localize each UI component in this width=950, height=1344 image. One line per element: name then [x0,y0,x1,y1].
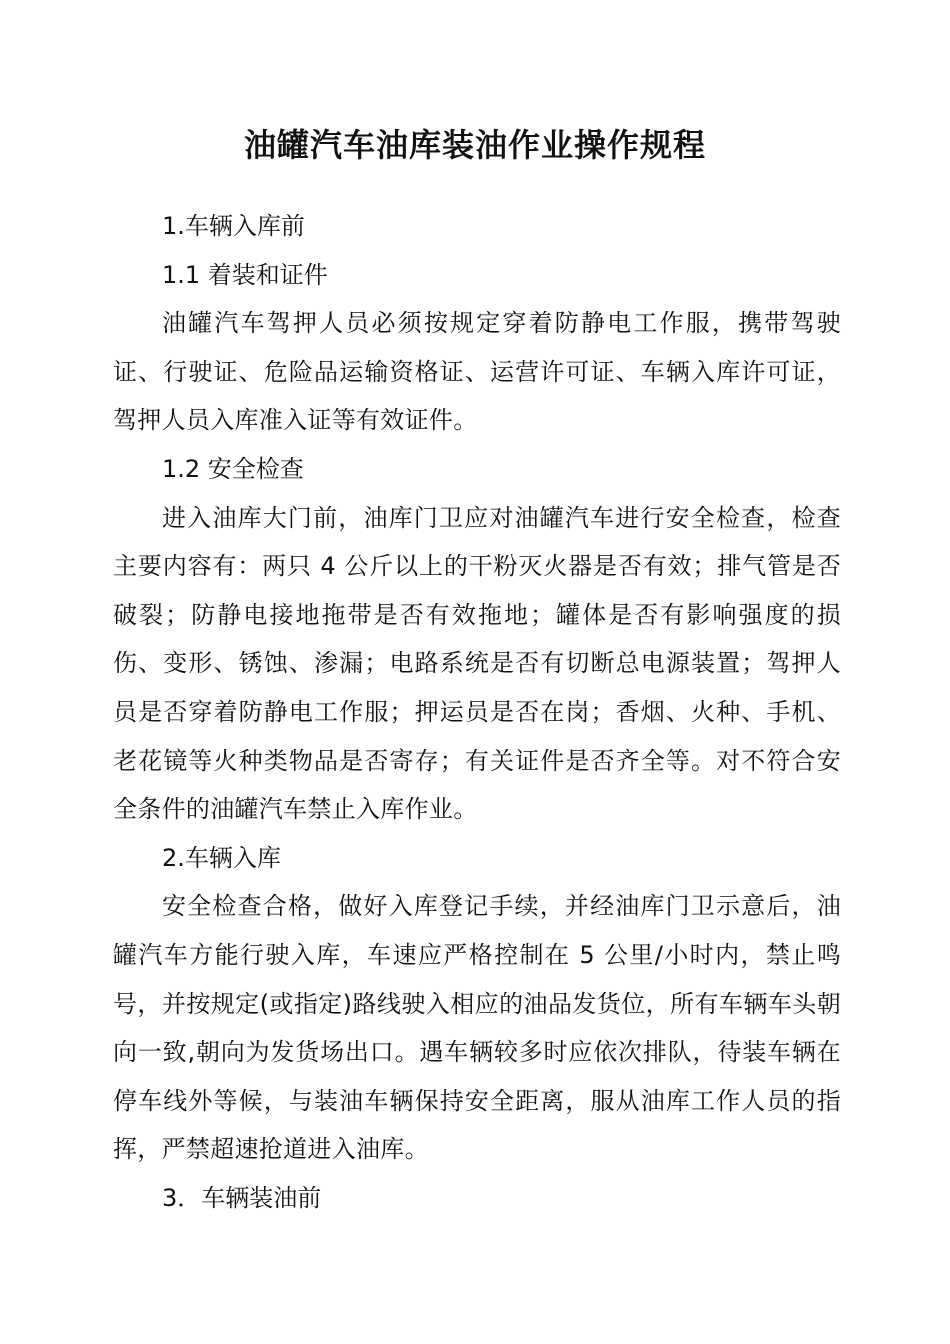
section-1-heading: 1.车辆入库前 [162,212,305,240]
section-1-2-paragraph: 进入油库大门前，油库门卫应对油罐汽车进行安全检查，检查主要内容有：两只 4 公斤以上的干粉灭火器是否有效；排气管是否破裂；防静电接地拖带是否有效拖地；罐体是否有影响强度的损伤、变形、锈蚀、渗漏；电路系统是否有切断总电源装置；驾押人员是否穿着防静电工作服；押运员是否在岗；香烟、火种、手机、老花镜等火种类物品是否寄存；有关证件是否齐全等。对不符合安全条件的油罐汽车禁止入库作业。 [113,503,841,824]
section-1-2-heading: 1.2 安全检查 [162,454,304,483]
section-2-heading: 2.车辆入库 [162,843,281,872]
section-1-1-heading: 1.1 着装和证件 [162,260,328,289]
section-1-1-paragraph: 油罐汽车驾押人员必须按规定穿着防静电工作服，携带驾驶证、行驶证、危险品运输资格证、运营许可证、车辆入库许可证，驾押人员入库准入证等有效证件。 [113,309,841,435]
section-3-heading: 3．车辆装油前 [162,1183,322,1212]
document-title: 油罐汽车油库装油作业操作规程 [243,126,706,165]
section-2-paragraph: 安全检查合格，做好入库登记手续，并经油库门卫示意后，油罐汽车方能行驶入库，车速应严格控制在 5 公里/小时内，禁止鸣号，并按规定(或指定)路线驶入相应的油品发货位，所有车辆车头朝向一致,朝向为发货场出口。遇车辆较多时应依次排队，待装车辆在停车线外等候，与装油车辆保持安全距离，服从油库工作人员的指挥，严禁超速抢道进入油库。 [113,892,841,1164]
document-body [113,202,841,1222]
